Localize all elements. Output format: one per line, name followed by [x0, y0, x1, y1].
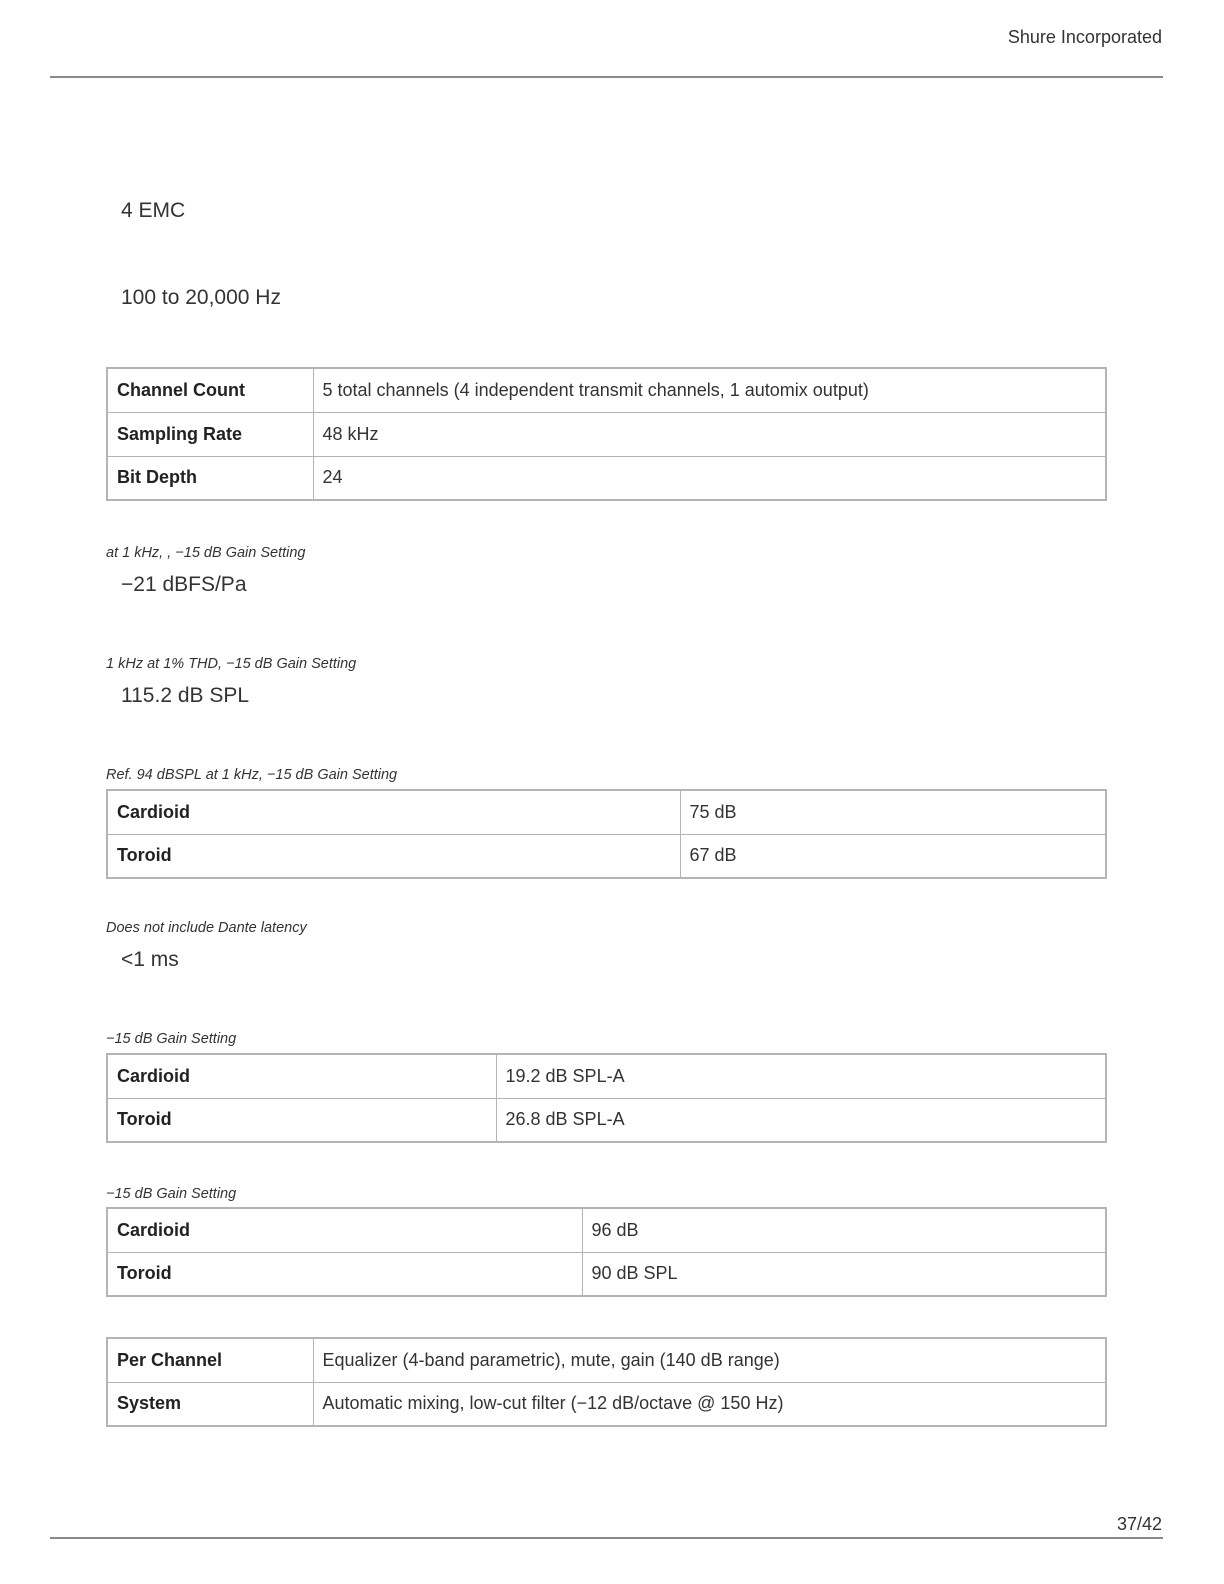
- dynamic-range-toroid-value: 90 dB SPL: [582, 1252, 1106, 1296]
- latency-value: <1 ms: [121, 948, 179, 971]
- header-divider: [50, 76, 1163, 78]
- self-noise-toroid-value: 26.8 dB SPL-A: [496, 1098, 1106, 1142]
- emc-value: 4 EMC: [121, 199, 186, 222]
- table-row: [107, 412, 1106, 456]
- snr-cardioid-value: 75 dB: [680, 790, 1106, 834]
- table-row: [107, 456, 1106, 500]
- snr-cardioid-label: Cardioid: [107, 790, 680, 834]
- snr-toroid-value: 67 dB: [680, 834, 1106, 878]
- self-noise-cardioid-label: Cardioid: [107, 1054, 496, 1098]
- dsp-system-label: System: [107, 1382, 313, 1426]
- table-row: [107, 1338, 1106, 1382]
- snr-toroid-label: Toroid: [107, 834, 680, 878]
- dynamic-range-note: −15 dB Gain Setting: [106, 1186, 237, 1202]
- self-noise-toroid-label: Toroid: [107, 1098, 496, 1142]
- header-company-name: Shure Incorporated: [1007, 27, 1162, 47]
- sensitivity-note: at 1 kHz, , −15 dB Gain Setting: [106, 545, 306, 561]
- table-row: [107, 368, 1106, 412]
- max-spl-value: 115.2 dB SPL: [121, 684, 250, 707]
- table-row: [107, 834, 1106, 878]
- frequency-response-value: 100 to 20,000 Hz: [121, 286, 281, 309]
- table-row: [107, 790, 1106, 834]
- latency-note: Does not include Dante latency: [106, 920, 307, 936]
- dynamic-range-cardioid-value: 96 dB: [582, 1208, 1106, 1252]
- table-row: [107, 1098, 1106, 1142]
- footer-divider: [50, 1537, 1163, 1539]
- dynamic-range-table: [106, 1207, 1107, 1297]
- max-spl-note: 1 kHz at 1% THD, −15 dB Gain Setting: [106, 656, 357, 672]
- self-noise-table: [106, 1053, 1107, 1143]
- table-row: [107, 1252, 1106, 1296]
- snr-note: Ref. 94 dBSPL at 1 kHz, −15 dB Gain Setting: [106, 767, 398, 783]
- dynamic-range-cardioid-label: Cardioid: [107, 1208, 582, 1252]
- dsp-system-value: Automatic mixing, low-cut filter (−12 dB/octave @ 150 Hz): [313, 1382, 1106, 1426]
- bit-depth-value: 24: [313, 456, 1106, 500]
- dynamic-range-toroid-label: Toroid: [107, 1252, 582, 1296]
- self-noise-note: −15 dB Gain Setting: [106, 1031, 237, 1047]
- snr-table: [106, 789, 1107, 879]
- dsp-per-channel-label: Per Channel: [107, 1338, 313, 1382]
- page-number: 37/42: [1116, 1514, 1162, 1534]
- bit-depth-label: Bit Depth: [107, 456, 313, 500]
- sampling-rate-label: Sampling Rate: [107, 412, 313, 456]
- table-row: [107, 1382, 1106, 1426]
- sensitivity-value: −21 dBFS/Pa: [121, 573, 247, 596]
- table-row: [107, 1208, 1106, 1252]
- sampling-rate-value: 48 kHz: [313, 412, 1106, 456]
- channel-count-value: 5 total channels (4 independent transmit channels, 1 automix output): [313, 368, 1106, 412]
- dsp-per-channel-value: Equalizer (4-band parametric), mute, gain (140 dB range): [313, 1338, 1106, 1382]
- dsp-table: [106, 1337, 1107, 1427]
- self-noise-cardioid-value: 19.2 dB SPL-A: [496, 1054, 1106, 1098]
- table-row: [107, 1054, 1106, 1098]
- channel-count-label: Channel Count: [107, 368, 313, 412]
- digital-audio-table: [106, 367, 1107, 501]
